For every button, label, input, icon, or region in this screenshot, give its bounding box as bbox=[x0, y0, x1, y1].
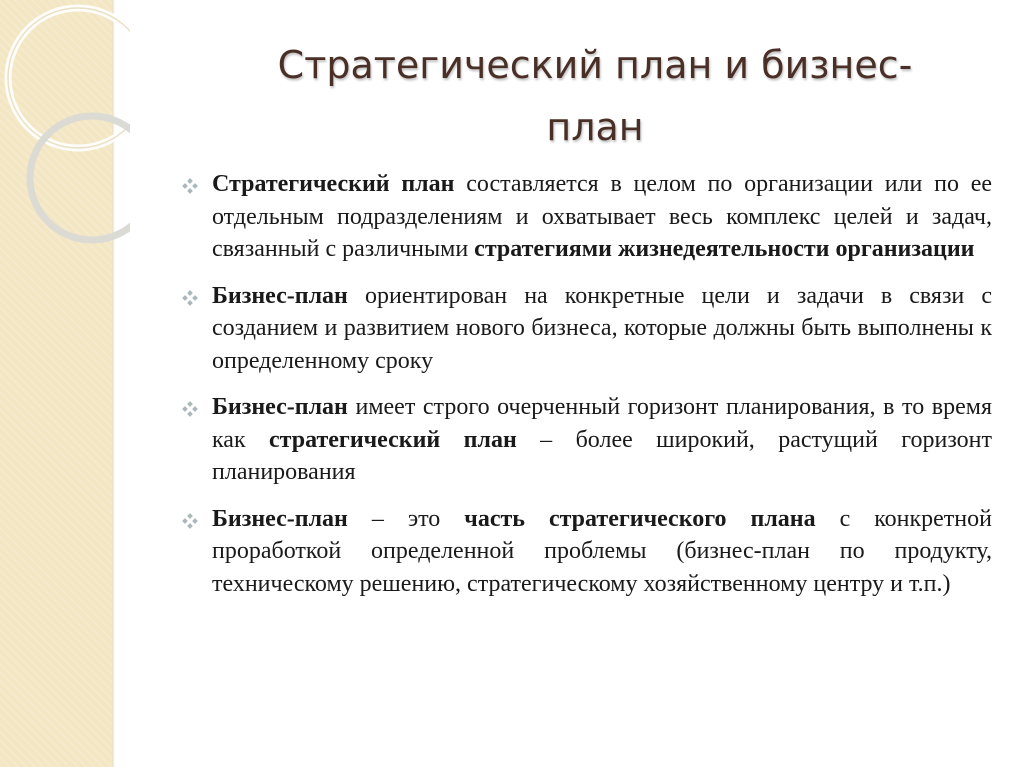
diamond-cluster-icon bbox=[182, 401, 198, 417]
diamond-cluster-icon bbox=[182, 178, 198, 194]
bullet-text bbox=[212, 503, 992, 601]
bullet-bold-term: стратегиями жизнедеятельности организации bbox=[474, 236, 975, 262]
bullet-plain-text: с конкретной проработкой определенной проблемы (бизнес-план по продукту, техническому решению, стратегическому хозяйственному центру и т.п.) bbox=[212, 505, 992, 597]
bullet-bold-term: Бизнес-план bbox=[212, 505, 348, 532]
bullet-plain-text: – это bbox=[347, 505, 465, 532]
slide-title-line-1: Стратегический план и бизнес- bbox=[277, 43, 913, 87]
bullet-item bbox=[180, 503, 992, 601]
bullet-bold-term: стратегический план bbox=[269, 426, 517, 453]
slide-title-line-2: план bbox=[546, 105, 644, 149]
decorative-rings-icon bbox=[0, 0, 130, 260]
bullet-bold-term: Бизнес-план bbox=[212, 394, 348, 420]
bullet-list bbox=[180, 168, 992, 614]
bullet-item bbox=[180, 168, 992, 266]
bullet-text bbox=[212, 391, 992, 489]
bullet-text bbox=[212, 168, 992, 266]
bullet-item bbox=[180, 280, 992, 378]
bullet-bold-term: Стратегический план bbox=[212, 171, 455, 197]
bullet-bold-term: часть стратегического плана bbox=[464, 505, 816, 532]
bullet-text bbox=[212, 280, 992, 378]
bullet-item bbox=[180, 391, 992, 489]
bullet-plain-text: составляется в целом по организации или по ее отдельным подразделениям и охватывает весь комплекс целей и задач, связанный с различными bbox=[212, 171, 993, 262]
bullet-plain-text: имеет строго очерченный горизонт планирования, в то время как bbox=[212, 394, 992, 453]
bullet-plain-text: ориентирован на конкретные цели и задачи в связи с созданием и развитием нового бизнеса, которые должны быть выполнены к определенному сроку bbox=[212, 282, 992, 374]
bullet-bold-term: Бизнес-план bbox=[212, 282, 348, 309]
slide-title bbox=[200, 34, 990, 158]
diamond-cluster-icon bbox=[182, 513, 198, 529]
bullet-plain-text: – более широкий, растущий горизонт планирования bbox=[212, 426, 992, 485]
diamond-cluster-icon bbox=[182, 290, 198, 306]
